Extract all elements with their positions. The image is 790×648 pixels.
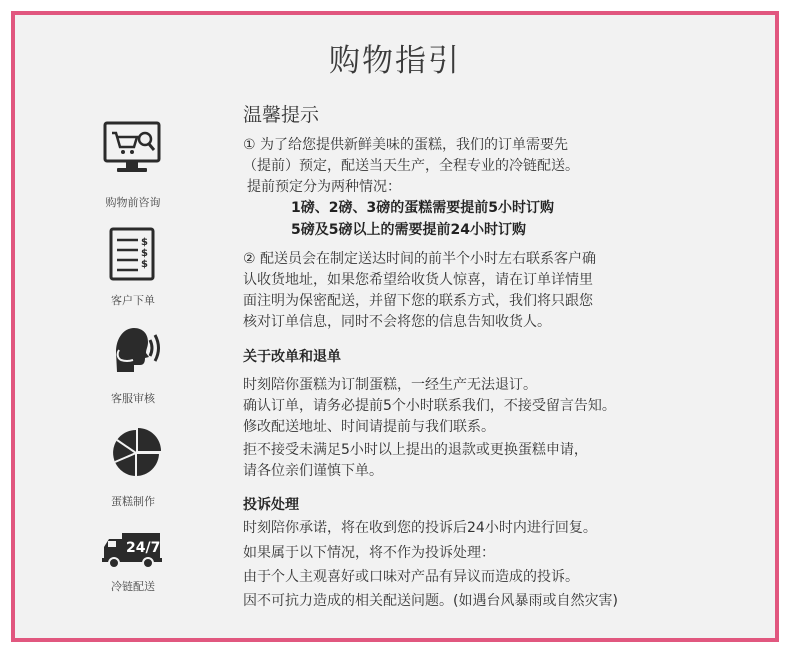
sidebar-item-label: 客户下单	[111, 294, 155, 307]
order-receipt-icon	[108, 226, 158, 282]
reminder-text: 提前预定分为两种情况：	[247, 179, 401, 195]
modify-text: 拒不接受未满足5小时以上提出的退款或更换蛋糕申请，	[243, 442, 588, 458]
svg-text:24/7: 24/7	[126, 540, 161, 556]
cake-pie-icon	[110, 427, 162, 479]
reminder-text: 核对订单信息，同时不会将您的信息告知收货人。	[243, 314, 551, 330]
complaint-text: 如果属于以下情况，将不作为投诉处理：	[243, 545, 495, 561]
modify-text: 确认订单，请务必提前5个小时联系我们，不接受留言告知。	[243, 398, 616, 414]
page-title: 购物指引	[329, 43, 461, 79]
reminder-highlight: 5磅及5磅以上的需要提前24小时订购	[291, 222, 526, 238]
reminder-text: 面注明为保密配送，并留下您的联系方式，我们将只跟您	[243, 293, 593, 309]
modify-text: 时刻陪你蛋糕为订制蛋糕，一经生产无法退订。	[243, 377, 537, 393]
reminder-text: ② 配送员会在制定送达时间的前半个小时左右联系客户确	[243, 251, 596, 267]
reminder-highlight: 1磅、2磅、3磅的蛋糕需要提前5小时订购	[291, 200, 554, 216]
svg-text:$: $	[141, 248, 148, 259]
modify-text: 请各位亲们谨慎下单。	[243, 463, 383, 479]
reminder-text: （提前）预定，配送当天生产，全程专业的冷链配送。	[243, 158, 579, 174]
sidebar-item-label: 客服审核	[111, 392, 155, 405]
complaint-text: 时刻陪你承诺，将在收到您的投诉后24小时内进行回复。	[243, 520, 597, 536]
complaint-text: 因不可抗力造成的相关配送问题。(如遇台风暴雨或自然灾害)	[243, 593, 618, 609]
svg-text:$: $	[141, 237, 148, 248]
section-heading-complaint: 投诉处理	[243, 497, 299, 513]
sidebar-item-label: 购物前咨询	[105, 196, 161, 209]
reminder-text: 认收货地址，如果您希望给收货人惊喜，请在订单详情里	[243, 272, 593, 288]
delivery-truck-24-7-icon	[100, 530, 164, 570]
computer-cart-search-icon	[102, 120, 164, 176]
complaint-text: 由于个人主观喜好或口味对产品有异议而造成的投诉。	[243, 569, 579, 585]
section-heading-modify: 关于改单和退单	[243, 349, 341, 365]
sidebar-item-label: 冷链配送	[111, 580, 155, 593]
svg-text:$: $	[141, 259, 148, 270]
modify-text: 修改配送地址、时间请提前与我们联系。	[243, 419, 495, 435]
sidebar-item-label: 蛋糕制作	[111, 495, 155, 508]
section-heading-reminder: 温馨提示	[243, 104, 320, 126]
reminder-text: ① 为了给您提供新鲜美味的蛋糕，我们的订单需要先	[243, 137, 568, 153]
customer-service-headset-icon	[108, 324, 164, 374]
